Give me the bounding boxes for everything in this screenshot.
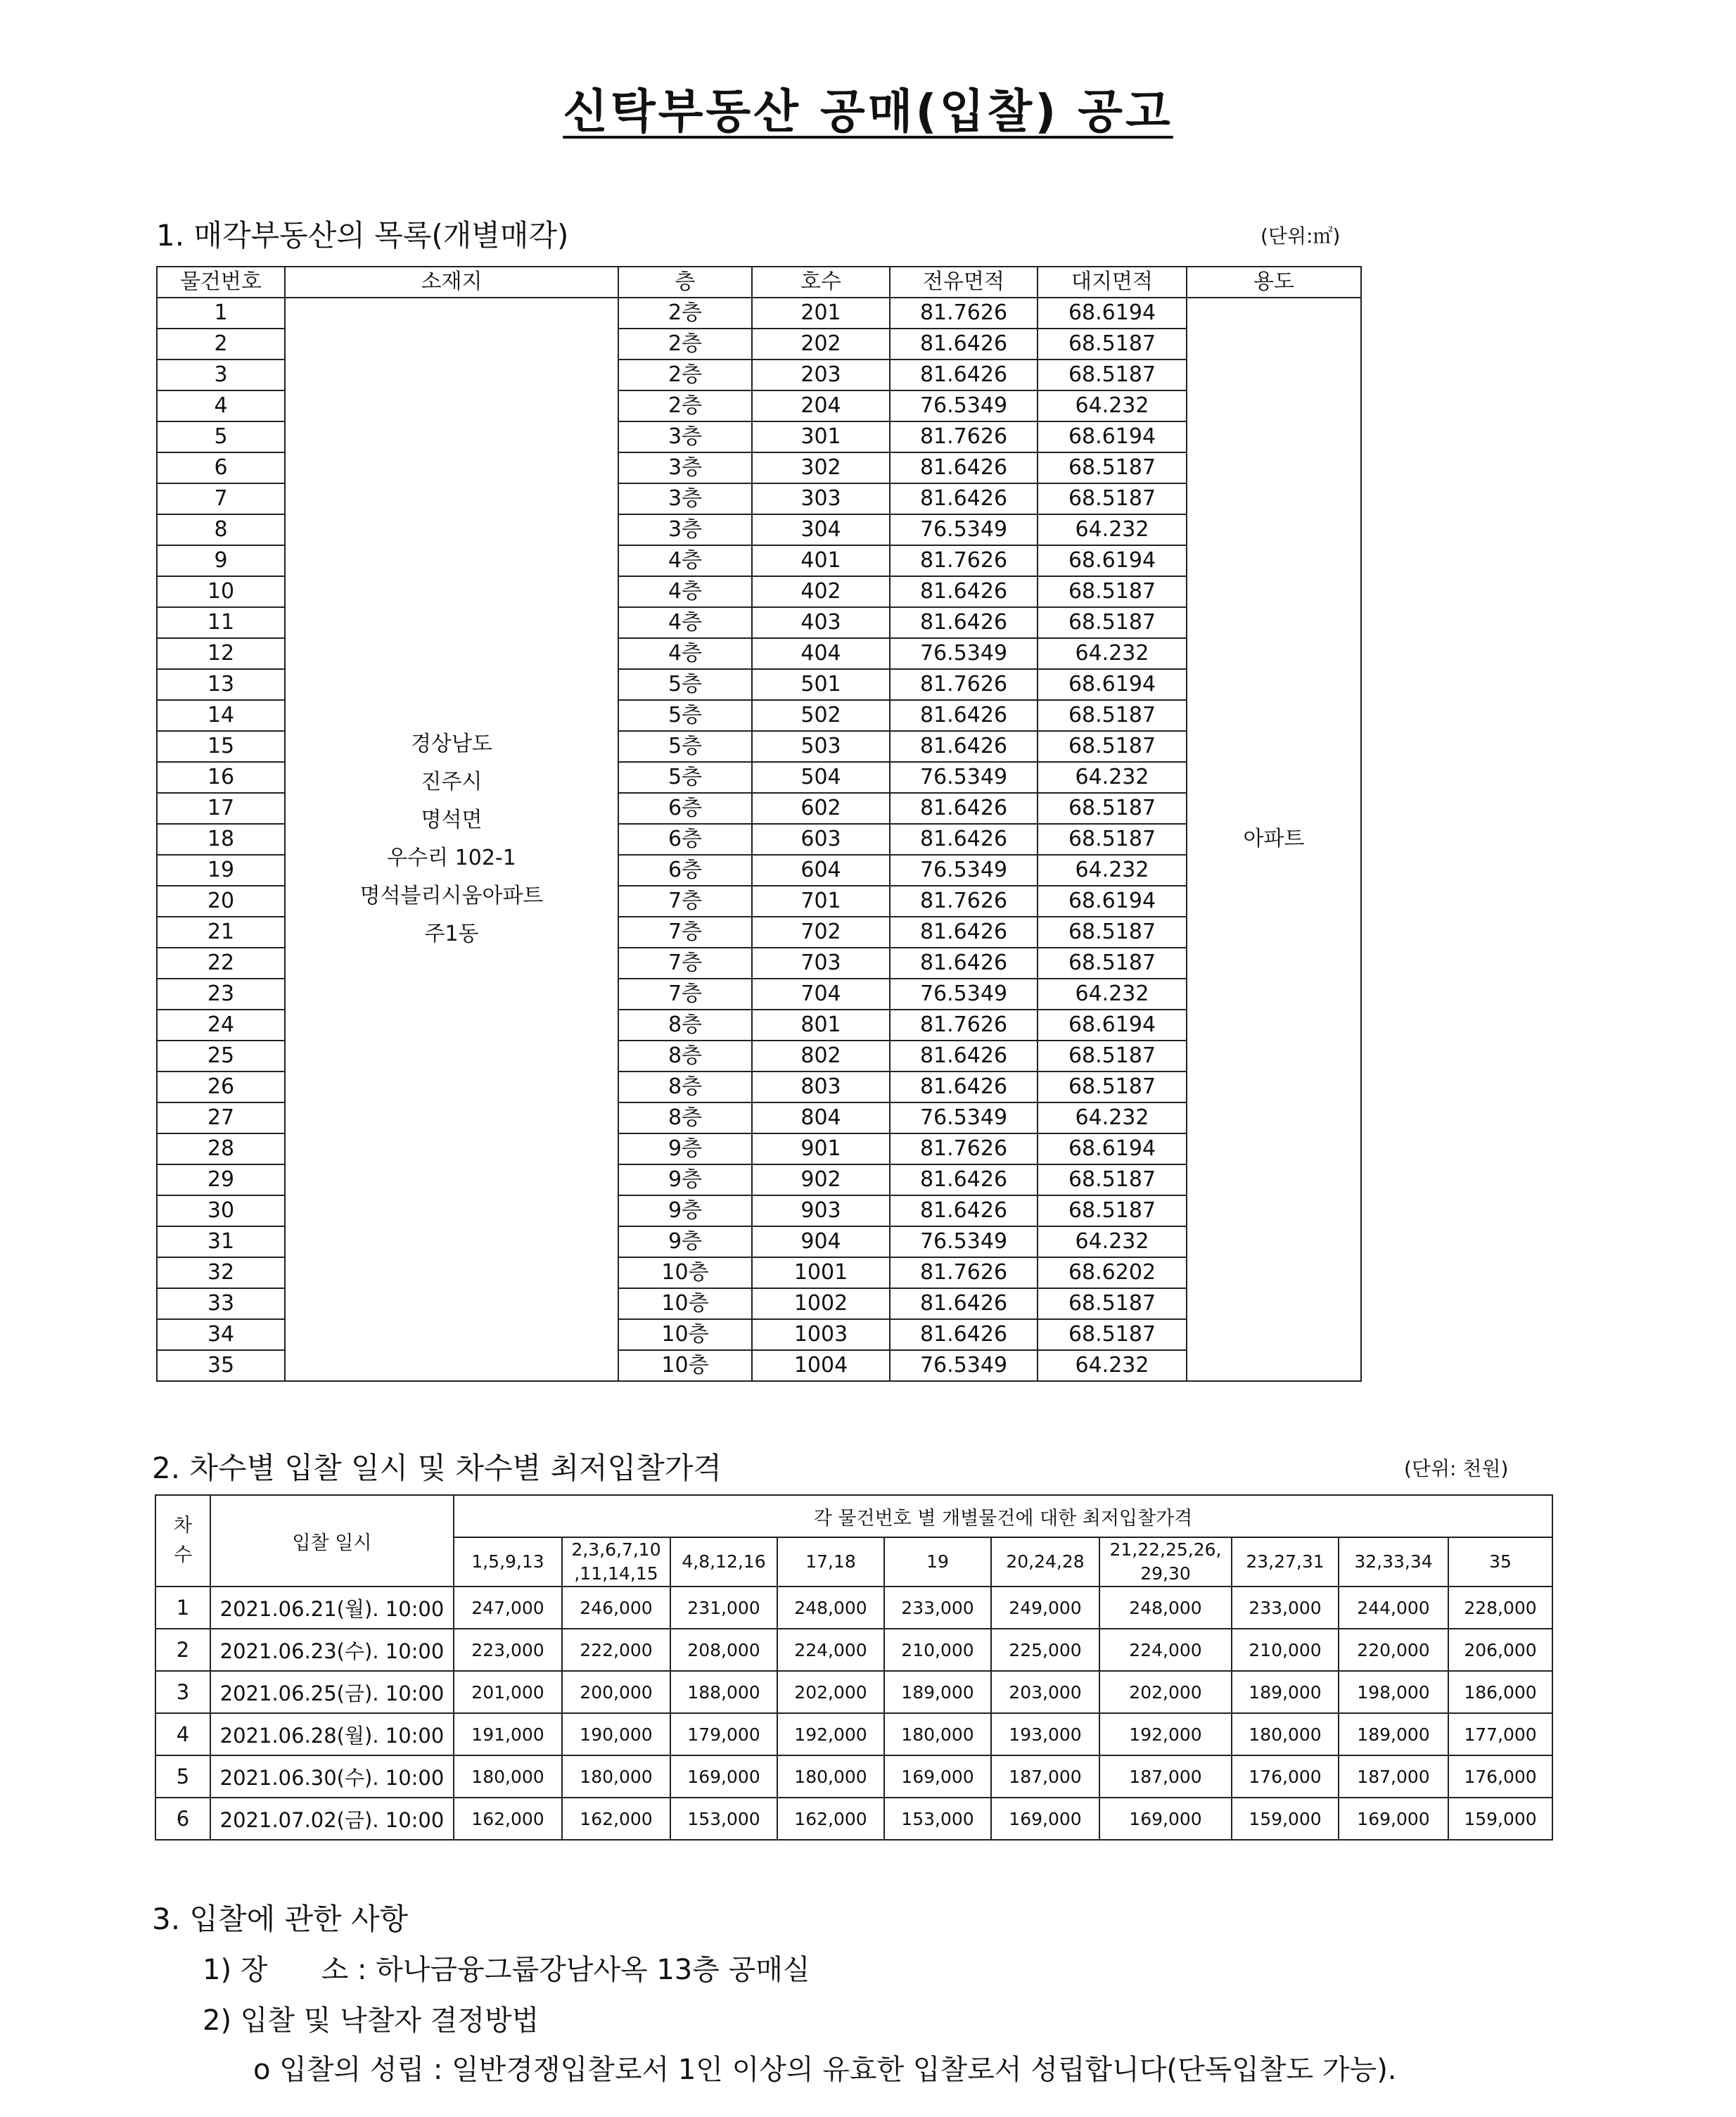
table-cell: 76.5349 — [890, 390, 1038, 421]
table-cell: 24 — [157, 1010, 285, 1041]
table-cell: 81.6426 — [890, 793, 1038, 824]
table-cell: 4 — [157, 390, 285, 421]
section1-unit: (단위:㎡) — [1260, 224, 1341, 248]
price-cell: 191,000 — [454, 1713, 562, 1755]
table-cell: 68.5187 — [1038, 700, 1187, 731]
table-cell: 13 — [157, 669, 285, 700]
table-cell: 81.6426 — [890, 607, 1038, 638]
section3-heading: 3. 입찰에 관한 사항 — [152, 1902, 409, 1936]
table-cell: 14 — [157, 700, 285, 731]
table-cell: 704 — [752, 979, 890, 1010]
table-cell: 25 — [157, 1041, 285, 1072]
table-cell: 81.7626 — [890, 1010, 1038, 1041]
price-cell: 153,000 — [670, 1798, 777, 1840]
table-cell: 7층 — [618, 886, 752, 917]
price-cell: 222,000 — [562, 1629, 670, 1671]
table-cell: 12 — [157, 638, 285, 669]
price-cell: 187,000 — [991, 1755, 1099, 1798]
price-cell: 202,000 — [777, 1671, 884, 1713]
table-cell: 5층 — [618, 731, 752, 762]
table-cell: 603 — [752, 824, 890, 855]
table-cell: 30 — [157, 1195, 285, 1226]
table-cell: 68.5187 — [1038, 452, 1187, 483]
bid-price-table — [155, 1494, 1553, 1841]
price-cell: 176,000 — [1448, 1755, 1552, 1798]
table-cell: 8층 — [618, 1072, 752, 1102]
table-cell: 76.5349 — [890, 979, 1038, 1010]
price-cell: 169,000 — [884, 1755, 991, 1798]
table-cell: 403 — [752, 607, 890, 638]
table-cell: 68.5187 — [1038, 1041, 1187, 1072]
table-cell: 3 — [157, 360, 285, 390]
table-cell: 81.6426 — [890, 1288, 1038, 1319]
page-title — [0, 74, 1736, 141]
table-cell: 702 — [752, 917, 890, 948]
price-cell: 201,000 — [454, 1671, 562, 1713]
table-cell: 10층 — [618, 1288, 752, 1319]
section2-unit: (단위: 천원) — [1404, 1457, 1509, 1480]
table-cell: 401 — [752, 545, 890, 576]
table-cell: 2 — [157, 329, 285, 360]
price-cell: 248,000 — [1099, 1587, 1232, 1629]
table-cell: 3층 — [618, 514, 752, 545]
price-cell: 246,000 — [562, 1587, 670, 1629]
price-cell: 169,000 — [1099, 1798, 1232, 1840]
table-cell: 68.5187 — [1038, 1072, 1187, 1102]
price-cell: 180,000 — [777, 1755, 884, 1798]
table-cell: 7층 — [618, 917, 752, 948]
table-cell: 81.6426 — [890, 1195, 1038, 1226]
table-cell: 81.6426 — [890, 731, 1038, 762]
table-cell: 81.7626 — [890, 298, 1038, 329]
price-cell: 162,000 — [454, 1798, 562, 1840]
table-row — [157, 298, 1361, 329]
table-row — [155, 1713, 1552, 1755]
table-row — [155, 1755, 1552, 1798]
table-cell: 3층 — [618, 421, 752, 452]
table-cell: 81.6426 — [890, 360, 1038, 390]
table-cell: 18 — [157, 824, 285, 855]
table-cell: 23 — [157, 979, 285, 1010]
location-line: 경상남도 — [411, 732, 492, 756]
location-line: 명석면 — [421, 808, 483, 832]
property-col-header: 층 — [618, 267, 752, 298]
price-cell: 192,000 — [1099, 1713, 1232, 1755]
table-cell: 64.232 — [1038, 855, 1187, 886]
table-cell: 504 — [752, 762, 890, 793]
price-cell: 231,000 — [670, 1587, 777, 1629]
table-cell: 68.5187 — [1038, 1288, 1187, 1319]
table-cell: 20 — [157, 886, 285, 917]
table-cell: 1 — [157, 298, 285, 329]
page-title-text: 신탁부동산 공매(입찰) 공고 — [563, 84, 1173, 139]
bid-table-body — [155, 1587, 1552, 1840]
item-group-header: 21,22,25,26, 29,30 — [1099, 1537, 1232, 1587]
table-cell: 81.6426 — [890, 1072, 1038, 1102]
table-cell: 68.5187 — [1038, 731, 1187, 762]
property-col-header: 용도 — [1187, 267, 1361, 298]
price-cell: 198,000 — [1339, 1671, 1448, 1713]
table-cell: 4층 — [618, 545, 752, 576]
price-cell: 186,000 — [1448, 1671, 1552, 1713]
round-cell: 2 — [155, 1629, 210, 1671]
location-line: 우수리 102-1 — [387, 846, 516, 870]
table-cell: 501 — [752, 669, 890, 700]
table-row — [155, 1587, 1552, 1629]
table-cell: 10 — [157, 576, 285, 607]
location-line: 명석블리시움아파트 — [359, 884, 544, 908]
table-cell: 34 — [157, 1319, 285, 1350]
table-cell: 503 — [752, 731, 890, 762]
table-cell: 802 — [752, 1041, 890, 1072]
table-cell: 4층 — [618, 638, 752, 669]
table-cell: 68.6202 — [1038, 1257, 1187, 1288]
table-cell: 502 — [752, 700, 890, 731]
table-cell: 10층 — [618, 1319, 752, 1350]
table-cell: 64.232 — [1038, 979, 1187, 1010]
table-cell: 5층 — [618, 762, 752, 793]
price-cell: 248,000 — [777, 1587, 884, 1629]
table-cell: 68.6194 — [1038, 545, 1187, 576]
table-cell: 4층 — [618, 576, 752, 607]
table-cell: 22 — [157, 948, 285, 979]
price-cell: 159,000 — [1232, 1798, 1339, 1840]
table-cell: 81.7626 — [890, 545, 1038, 576]
table-cell: 5층 — [618, 700, 752, 731]
table-cell: 64.232 — [1038, 638, 1187, 669]
price-cell: 249,000 — [991, 1587, 1099, 1629]
price-cell: 192,000 — [777, 1713, 884, 1755]
property-table-header — [157, 267, 1361, 298]
table-cell: 64.232 — [1038, 1102, 1187, 1133]
price-cell: 177,000 — [1448, 1713, 1552, 1755]
table-cell: 8 — [157, 514, 285, 545]
item-group-header: 32,33,34 — [1339, 1537, 1448, 1587]
price-cell: 187,000 — [1099, 1755, 1232, 1798]
price-cell: 202,000 — [1099, 1671, 1232, 1713]
table-cell: 302 — [752, 452, 890, 483]
price-cell: 159,000 — [1448, 1798, 1552, 1840]
table-cell: 68.6194 — [1038, 298, 1187, 329]
table-cell: 5층 — [618, 669, 752, 700]
table-cell: 76.5349 — [890, 762, 1038, 793]
price-cell: 223,000 — [454, 1629, 562, 1671]
table-cell: 29 — [157, 1164, 285, 1195]
price-cell: 210,000 — [884, 1629, 991, 1671]
table-cell: 68.5187 — [1038, 793, 1187, 824]
price-cell: 225,000 — [991, 1629, 1099, 1671]
table-cell: 301 — [752, 421, 890, 452]
table-cell: 68.6194 — [1038, 1133, 1187, 1164]
table-cell: 11 — [157, 607, 285, 638]
table-cell: 76.5349 — [890, 1350, 1038, 1381]
table-cell: 6층 — [618, 855, 752, 886]
table-cell: 68.5187 — [1038, 1195, 1187, 1226]
table-cell: 404 — [752, 638, 890, 669]
price-cell: 224,000 — [1099, 1629, 1232, 1671]
table-cell: 6층 — [618, 793, 752, 824]
table-cell: 76.5349 — [890, 1226, 1038, 1257]
table-cell: 15 — [157, 731, 285, 762]
table-cell: 76.5349 — [890, 638, 1038, 669]
table-cell: 35 — [157, 1350, 285, 1381]
table-cell: 32 — [157, 1257, 285, 1288]
table-cell: 81.6426 — [890, 917, 1038, 948]
price-cell: 180,000 — [884, 1713, 991, 1755]
table-cell: 4층 — [618, 607, 752, 638]
table-cell: 81.7626 — [890, 1257, 1038, 1288]
price-cell: 162,000 — [562, 1798, 670, 1840]
item-group-header: 2,3,6,7,10 ,11,14,15 — [562, 1537, 670, 1587]
table-cell: 68.6194 — [1038, 886, 1187, 917]
table-cell: 2층 — [618, 298, 752, 329]
table-cell: 1003 — [752, 1319, 890, 1350]
price-cell: 180,000 — [454, 1755, 562, 1798]
table-cell: 76.5349 — [890, 855, 1038, 886]
table-cell: 204 — [752, 390, 890, 421]
table-cell: 27 — [157, 1102, 285, 1133]
table-cell: 76.5349 — [890, 1102, 1038, 1133]
table-cell: 10층 — [618, 1257, 752, 1288]
table-row — [155, 1671, 1552, 1713]
property-col-header: 전유면적 — [890, 267, 1038, 298]
date-cell: 2021.06.23(수). 10:00 — [210, 1629, 454, 1671]
property-col-header: 호수 — [752, 267, 890, 298]
table-cell: 6 — [157, 452, 285, 483]
table-cell: 68.6194 — [1038, 669, 1187, 700]
section2-heading: 2. 차수별 입찰 일시 및 차수별 최저입찰가격 — [152, 1451, 722, 1485]
table-cell: 68.5187 — [1038, 1164, 1187, 1195]
price-cell: 153,000 — [884, 1798, 991, 1840]
table-cell: 64.232 — [1038, 762, 1187, 793]
table-cell: 7층 — [618, 979, 752, 1010]
table-cell: 8층 — [618, 1010, 752, 1041]
item-group-header: 23,27,31 — [1232, 1537, 1339, 1587]
price-cell: 220,000 — [1339, 1629, 1448, 1671]
location-cell — [285, 298, 618, 1381]
location-line: 주1동 — [424, 922, 479, 946]
table-cell: 9층 — [618, 1164, 752, 1195]
round-cell: 4 — [155, 1713, 210, 1755]
table-cell: 81.6426 — [890, 452, 1038, 483]
price-cell: 233,000 — [1232, 1587, 1339, 1629]
price-cell: 169,000 — [670, 1755, 777, 1798]
table-cell: 68.5187 — [1038, 360, 1187, 390]
property-col-header: 대지면적 — [1038, 267, 1187, 298]
table-cell: 803 — [752, 1072, 890, 1102]
table-cell: 68.5187 — [1038, 948, 1187, 979]
table-cell: 9층 — [618, 1226, 752, 1257]
item-group-header: 20,24,28 — [991, 1537, 1099, 1587]
table-cell: 81.6426 — [890, 700, 1038, 731]
group-header: 각 물건번호 별 개별물건에 대한 최저입찰가격 — [454, 1495, 1552, 1537]
table-cell: 19 — [157, 855, 285, 886]
table-cell: 81.7626 — [890, 886, 1038, 917]
table-cell: 81.7626 — [890, 1133, 1038, 1164]
price-cell: 189,000 — [1339, 1713, 1448, 1755]
table-cell: 2층 — [618, 390, 752, 421]
table-cell: 1001 — [752, 1257, 890, 1288]
table-cell: 81.6426 — [890, 948, 1038, 979]
table-cell: 81.6426 — [890, 576, 1038, 607]
table-cell: 81.6426 — [890, 1041, 1038, 1072]
price-cell: 206,000 — [1448, 1629, 1552, 1671]
table-cell: 9 — [157, 545, 285, 576]
table-cell: 701 — [752, 886, 890, 917]
item-group-header: 17,18 — [777, 1537, 884, 1587]
round-cell: 6 — [155, 1798, 210, 1840]
price-cell: 169,000 — [1339, 1798, 1448, 1840]
table-cell: 68.5187 — [1038, 824, 1187, 855]
table-cell: 3층 — [618, 452, 752, 483]
table-cell: 9층 — [618, 1195, 752, 1226]
venue-line: 1) 장 소 : 하나금융그룹강남사옥 13층 공매실 — [203, 1954, 810, 1986]
table-cell: 26 — [157, 1072, 285, 1102]
property-list-table — [156, 266, 1362, 1382]
price-cell: 187,000 — [1339, 1755, 1448, 1798]
round-header: 차 수 — [155, 1495, 210, 1587]
table-cell: 604 — [752, 855, 890, 886]
price-cell: 233,000 — [884, 1587, 991, 1629]
table-row — [155, 1629, 1552, 1671]
table-cell: 3층 — [618, 483, 752, 514]
table-cell: 68.5187 — [1038, 576, 1187, 607]
price-cell: 203,000 — [991, 1671, 1099, 1713]
date-cell: 2021.06.21(월). 10:00 — [210, 1587, 454, 1629]
table-cell: 68.5187 — [1038, 917, 1187, 948]
table-cell: 2층 — [618, 360, 752, 390]
table-cell: 901 — [752, 1133, 890, 1164]
table-cell: 68.5187 — [1038, 607, 1187, 638]
table-cell: 68.5187 — [1038, 329, 1187, 360]
date-header: 입찰 일시 — [210, 1495, 454, 1587]
item-group-header: 1,5,9,13 — [454, 1537, 562, 1587]
table-cell: 81.6426 — [890, 1319, 1038, 1350]
table-cell: 8층 — [618, 1102, 752, 1133]
table-cell: 804 — [752, 1102, 890, 1133]
table-cell: 33 — [157, 1288, 285, 1319]
price-cell: 169,000 — [991, 1798, 1099, 1840]
item-group-header: 19 — [884, 1537, 991, 1587]
price-cell: 200,000 — [562, 1671, 670, 1713]
table-cell: 8층 — [618, 1041, 752, 1072]
table-cell: 64.232 — [1038, 1226, 1187, 1257]
usage-cell: 아파트 — [1187, 298, 1361, 1381]
price-cell: 190,000 — [562, 1713, 670, 1755]
table-cell: 6층 — [618, 824, 752, 855]
table-cell: 203 — [752, 360, 890, 390]
table-cell: 81.7626 — [890, 421, 1038, 452]
round-cell: 5 — [155, 1755, 210, 1798]
table-cell: 10층 — [618, 1350, 752, 1381]
table-cell: 64.232 — [1038, 1350, 1187, 1381]
table-cell: 304 — [752, 514, 890, 545]
table-cell: 703 — [752, 948, 890, 979]
price-cell: 189,000 — [884, 1671, 991, 1713]
table-cell: 68.5187 — [1038, 483, 1187, 514]
table-cell: 16 — [157, 762, 285, 793]
table-cell: 801 — [752, 1010, 890, 1041]
price-cell: 189,000 — [1232, 1671, 1339, 1713]
price-cell: 208,000 — [670, 1629, 777, 1671]
price-cell: 180,000 — [1232, 1713, 1339, 1755]
price-cell: 188,000 — [670, 1671, 777, 1713]
table-cell: 201 — [752, 298, 890, 329]
table-row — [155, 1798, 1552, 1840]
section1-heading: 1. 매각부동산의 목록(개별매각) — [156, 218, 569, 253]
table-cell: 28 — [157, 1133, 285, 1164]
table-cell: 902 — [752, 1164, 890, 1195]
table-cell: 202 — [752, 329, 890, 360]
date-cell: 2021.06.28(월). 10:00 — [210, 1713, 454, 1755]
table-cell: 1004 — [752, 1350, 890, 1381]
item-group-header: 4,8,12,16 — [670, 1537, 777, 1587]
price-cell: 162,000 — [777, 1798, 884, 1840]
table-cell: 9층 — [618, 1133, 752, 1164]
date-cell: 2021.06.25(금). 10:00 — [210, 1671, 454, 1713]
table-cell: 64.232 — [1038, 514, 1187, 545]
table-cell: 81.6426 — [890, 824, 1038, 855]
table-cell: 64.232 — [1038, 390, 1187, 421]
date-cell: 2021.06.30(수). 10:00 — [210, 1755, 454, 1798]
table-cell: 17 — [157, 793, 285, 824]
item-group-header: 35 — [1448, 1537, 1552, 1587]
table-cell: 68.5187 — [1038, 1319, 1187, 1350]
price-cell: 228,000 — [1448, 1587, 1552, 1629]
table-cell: 76.5349 — [890, 514, 1038, 545]
table-cell: 903 — [752, 1195, 890, 1226]
property-col-header: 물건번호 — [157, 267, 285, 298]
property-col-header: 소재지 — [285, 267, 618, 298]
table-cell: 81.6426 — [890, 1164, 1038, 1195]
price-cell: 176,000 — [1232, 1755, 1339, 1798]
table-cell: 81.7626 — [890, 669, 1038, 700]
table-cell: 7 — [157, 483, 285, 514]
table-cell: 21 — [157, 917, 285, 948]
method-line: 2) 입찰 및 낙찰자 결정방법 — [203, 2004, 540, 2037]
table-cell: 68.6194 — [1038, 1010, 1187, 1041]
bid-table-header-row1 — [155, 1495, 1552, 1537]
table-cell: 5 — [157, 421, 285, 452]
price-cell: 180,000 — [562, 1755, 670, 1798]
table-cell: 402 — [752, 576, 890, 607]
table-cell: 2층 — [618, 329, 752, 360]
table-cell: 7층 — [618, 948, 752, 979]
price-cell: 244,000 — [1339, 1587, 1448, 1629]
price-cell: 193,000 — [991, 1713, 1099, 1755]
price-cell: 247,000 — [454, 1587, 562, 1629]
table-cell: 81.6426 — [890, 329, 1038, 360]
property-table-body — [157, 298, 1361, 1381]
price-cell: 210,000 — [1232, 1629, 1339, 1671]
round-cell: 1 — [155, 1587, 210, 1629]
table-cell: 31 — [157, 1226, 285, 1257]
date-cell: 2021.07.02(금). 10:00 — [210, 1798, 454, 1840]
table-cell: 904 — [752, 1226, 890, 1257]
bid-establishment-line: o 입찰의 성립 : 일반경쟁입찰로서 1인 이상의 유효한 입찰로서 성립합니다(단독입찰도 가능). — [253, 2054, 1397, 2086]
table-cell: 602 — [752, 793, 890, 824]
round-cell: 3 — [155, 1671, 210, 1713]
table-cell: 303 — [752, 483, 890, 514]
table-cell: 68.6194 — [1038, 421, 1187, 452]
price-cell: 224,000 — [777, 1629, 884, 1671]
table-cell: 1002 — [752, 1288, 890, 1319]
table-cell: 81.6426 — [890, 483, 1038, 514]
price-cell: 179,000 — [670, 1713, 777, 1755]
location-line: 진주시 — [421, 770, 483, 794]
